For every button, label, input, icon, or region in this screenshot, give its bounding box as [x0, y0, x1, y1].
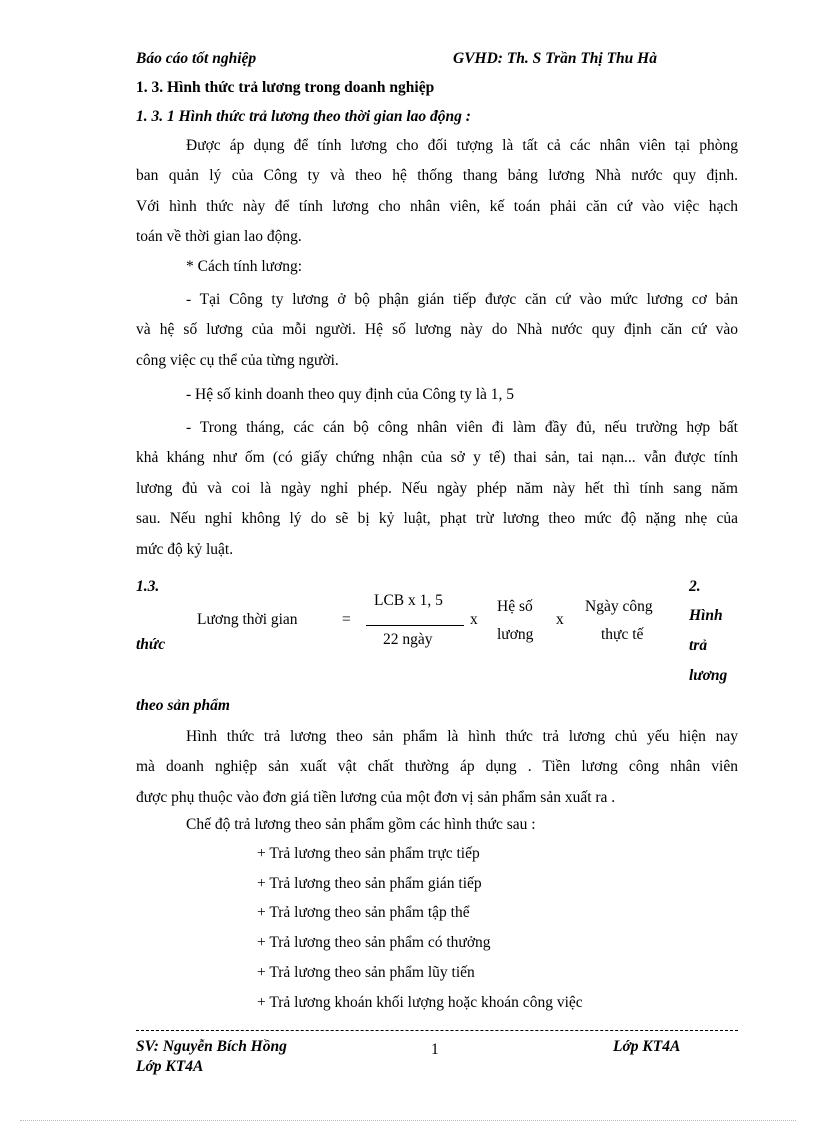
formula-numerator: LCB x 1, 5	[374, 592, 443, 609]
formula-left-label: Lương thời gian	[197, 611, 298, 628]
overflow-heading-left-top: 1.3.	[136, 578, 160, 595]
overflow-heading-left-bottom: thức	[136, 636, 166, 653]
formula-denominator: 22 ngày	[383, 631, 433, 648]
formula-factor2-line1: Ngày công	[585, 598, 653, 615]
paragraph-line: ban quản lý của Công ty và theo hệ thống thang bảng lương Nhà nước quy định.	[136, 167, 738, 185]
paragraph-line: Với hình thức này để tính lương cho nhân viên, kế toán phải căn cứ vào việc hạch	[136, 197, 738, 215]
paragraph-line: mà doanh nghiệp sản xuất vật chất thường áp dụng . Tiền lương công nhân viên	[136, 758, 738, 776]
header-right: GVHD: Th. S Trần Thị Thu Hà	[453, 50, 657, 67]
paragraph-line: công việc cụ thể của từng người.	[136, 351, 339, 369]
footer-class-right: Lớp KT4A	[613, 1038, 681, 1055]
header-left: Báo cáo tốt nghiệp	[136, 50, 257, 67]
overflow-heading-right-2: Hình	[689, 607, 723, 624]
list-item: + Trả lương theo sản phẩm có thưởng	[257, 934, 491, 951]
footer-divider	[136, 1030, 738, 1031]
paragraph-line: sau. Nếu nghỉ không lý do sẽ bị kỷ luật, phạt trừ lương theo mức độ nặng nhẹ của	[136, 510, 738, 528]
paragraph-line: mức độ kỷ luật.	[136, 540, 234, 558]
paragraph-2	[136, 285, 738, 376]
formula-times-2: x	[556, 611, 564, 628]
formula-factor1-line2: lương	[497, 626, 534, 643]
paragraph-line: - Trong tháng, các cán bộ công nhân viên đi làm đầy đủ, nếu trường hợp bất	[186, 419, 738, 436]
footer-page-number: 1	[431, 1041, 439, 1058]
paragraph-4	[136, 413, 738, 565]
paragraph-line: Hình thức trả lương theo sản phẩm là hình thức trả lương chủ yếu hiện nay	[186, 728, 738, 745]
paragraph-6: Chế độ trả lương theo sản phẩm gồm các hình thức sau :	[186, 816, 536, 833]
page-edge	[20, 1120, 796, 1121]
paragraph-1	[136, 131, 738, 253]
paragraph-line: Được áp dụng để tính lương cho đối tượng là tất cả các nhân viên tại phòng	[186, 137, 738, 154]
list-item: + Trả lương khoán khối lượng hoặc khoán công việc	[257, 994, 583, 1011]
paragraph-line: - Tại Công ty lương ở bộ phận gián tiếp được căn cứ vào mức lương cơ bản	[186, 291, 738, 308]
formula-times-1: x	[470, 611, 478, 628]
paragraph-line: và hệ số lương của mỗi người. Hệ số lương này do Nhà nước quy định căn cứ vào	[136, 321, 738, 339]
overflow-heading-right-3: trả	[689, 637, 708, 654]
section-title: 1. 3. Hình thức trả lương trong doanh nghiệp	[136, 79, 435, 96]
overflow-heading-right-1: 2.	[689, 578, 701, 595]
footer-student: SV: Nguyễn Bích Hồng	[136, 1038, 287, 1055]
formula-factor2-line2: thực tế	[601, 626, 644, 643]
list-item: + Trả lương theo sản phẩm trực tiếp	[257, 845, 480, 862]
list-item: + Trả lương theo sản phẩm lũy tiến	[257, 964, 475, 981]
paragraph-line: được phụ thuộc vào đơn giá tiền lương của một đơn vị sản phẩm sản xuất ra .	[136, 788, 616, 806]
paragraph-5	[136, 722, 738, 813]
subsection-title: 1. 3. 1 Hình thức trả lương theo thời gian lao động :	[136, 108, 471, 125]
paragraph-line: toán về thời gian lao động.	[136, 228, 302, 246]
overflow-heading-continued: theo sản phẩm	[136, 697, 230, 714]
fraction-bar	[366, 625, 464, 626]
paragraph-3: - Hệ số kinh doanh theo quy định của Công ty là 1, 5	[186, 386, 515, 403]
overflow-heading-right-4: lương	[689, 667, 728, 684]
formula-equals: =	[342, 611, 351, 628]
list-item: + Trả lương theo sản phẩm tập thể	[257, 904, 470, 921]
paragraph-line: khả kháng như ốm (có giấy chứng nhận của sở y tế) thai sản, tai nạn... vẫn được tính	[136, 449, 738, 467]
paragraph-line: lương đủ và coi là ngày nghỉ phép. Nếu ngày phép năm này hết thì tính sang năm	[136, 479, 738, 497]
formula-factor1-line1: Hệ số	[497, 598, 533, 615]
footer-class-left: Lớp KT4A	[136, 1058, 204, 1075]
calc-heading: * Cách tính lương:	[186, 258, 303, 275]
list-item: + Trả lương theo sản phẩm gián tiếp	[257, 875, 482, 892]
